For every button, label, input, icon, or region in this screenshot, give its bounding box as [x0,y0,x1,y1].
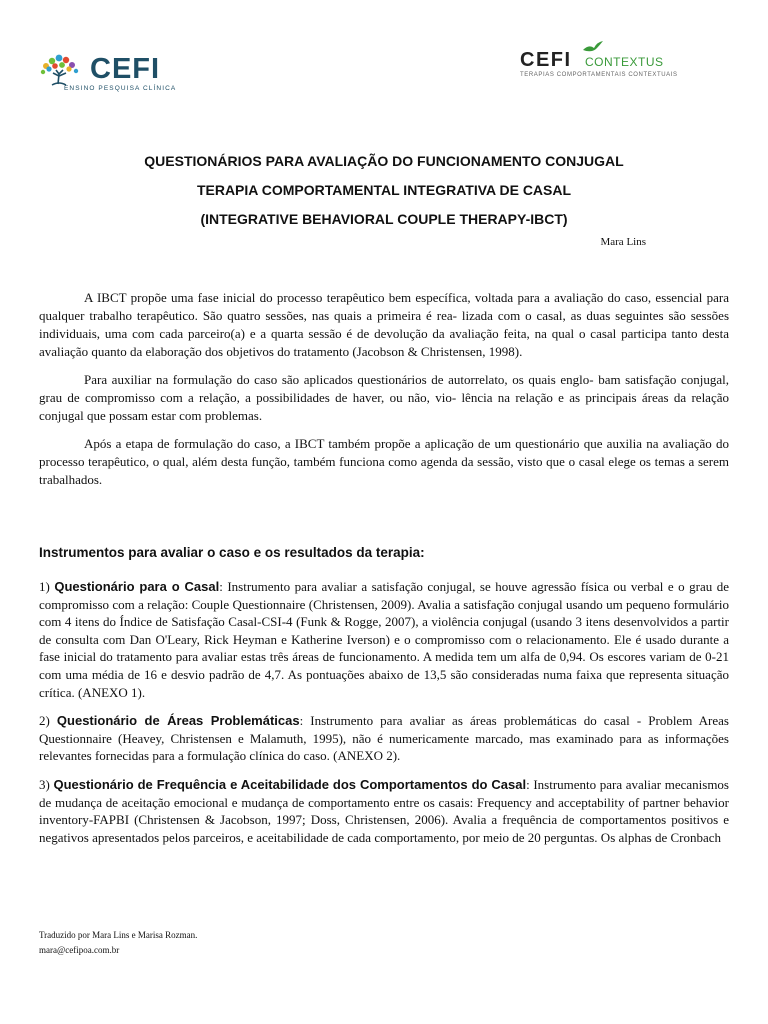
cefi-logo [38,52,208,94]
intro-body [39,289,729,499]
item-text: : Instrumento para avaliar a satisfação conjugal, se houve agressão física ou verbal e o grau de compromisso com a relação: Couple Questionnaire (Christensen, 2009). Avalia a satisfação conjugal usando um pequeno formulário com 4 itens do Índice de Satisfação Casal-CSI-4 (Funk & Rogge, 2007), a violência conjugal (usando 3 itens desenvolvidos a partir de consulta com Dan O'Leary, Rick Heyman e Katherine Iverson) e o compromisso com o relacionamento. Ele é usado durante a fase inicial do tratamento para avaliar estas três áreas de funcionamento. A medida tem um alfa de 0,94. Os escores variam de 0-21 com uma média de 16 e desvio padrão de 4,7. As pontuações abaixo de 13,5 são consideradas numa faixa que representa situação crítica. (ANEXO 1). [39,579,729,700]
item-label: Questionário para o Casal [54,579,220,594]
instrument-item-2 [39,712,729,765]
contact-email: mara@cefipoa.com.br [39,945,120,955]
author-name: Mara Lins [600,236,646,248]
cefi-contextus-logo [520,40,720,85]
tree-logo-icon [38,54,82,88]
document-titles [40,150,728,237]
cefi-contextus-word: CEFI [520,49,572,71]
translator-credit: Traduzido por Mara Lins e Marisa Rozman. [39,930,198,940]
intro-paragraph-1: A IBCT propõe uma fase inicial do processo terapêutico bem específica, voltada para a avaliação do caso, essencial para qualquer trabalho terapêutico. São quatro sessões, nas quais a primeira é rea- lizada com o casal, as duas seguintes são sessões individuais, uma com cada parceiro(a) e a quarta sessão é de devolução da avaliação feita, na qual o casal participa tanto desta avaliação quanto da elaboração dos objetivos do tratamento (Jacobson & Christensen, 1998). [39,290,729,359]
item-text: : Instrumento para avaliar mecanismos de mudança de aceitação emocional e mudança de comportamento entre os casais: Frequency and acceptability of partner behavior inventory-FAPBI (Christensen & Jacobson, 1997; Doss, Christensen, 2006). Avalia a frequência de comportamentos positivos e negativos apresentados pelos parceiros, e aceitabilidade de cada comportamento, por meio de 20 perguntas. Os alphas de Cronbach [39,776,729,845]
title-line-3: (INTEGRATIVE BEHAVIORAL COUPLE THERAPY-IBCT) [200,211,568,227]
instrument-item-3 [39,776,729,846]
intro-paragraph-3: Após a etapa de formulação do caso, a IBCT também propõe a aplicação de um questionário que auxilia na avaliação do processo terapêutico, o qual, além desta função, também funciona como agenda da sessão, visto que o casal elege os temas a serem trabalhados. [39,436,729,487]
cefi-logo-word: CEFI [90,53,161,85]
title-line-1: QUESTIONÁRIOS PARA AVALIAÇÃO DO FUNCIONAMENTO CONJUGAL [144,153,624,169]
item-text: : Instrumento para avaliar as áreas problemáticas do casal - Problem Areas Questionnaire (Heavey, Christensen e Malamuth, 1995), não é numericamente marcado, mas examinado para as informações relevantes fornecidas para a formulação clínica do caso. (ANEXO 2). [39,713,729,764]
section-heading: Instrumentos para avaliar o caso e os resultados da terapia: [39,545,425,560]
item-label: Questionário de Áreas Problemáticas [56,713,300,729]
bird-icon [582,40,604,54]
page-footer [39,928,197,958]
instrument-item-1 [39,578,729,701]
item-number: 2) [39,713,50,729]
contextus-tagline: TERAPIAS COMPORTAMENTAIS CONTEXTUAIS [520,72,678,78]
title-line-2: TERAPIA COMPORTAMENTAL INTEGRATIVA DE CASAL [196,182,572,198]
item-number: 3) [39,776,50,792]
item-number: 1) [39,579,50,594]
contextus-word: CONTEXTUS [585,55,664,69]
item-label: Questionário de Frequência e Aceitabilidade dos Comportamentos do Casal [53,776,527,792]
cefi-logo-tagline: ENSINO PESQUISA CLÍNICA [64,85,177,92]
instrument-list [39,578,729,857]
intro-paragraph-2: Para auxiliar na formulação do caso são aplicados questionários de autorrelato, os quais englo- bam satisfação conjugal, grau de compromisso com a relação, a possibilidades de haver, ou não, vio- lência na relação e as principais áreas da relação conjugal que possam estar com problemas. [39,372,729,423]
